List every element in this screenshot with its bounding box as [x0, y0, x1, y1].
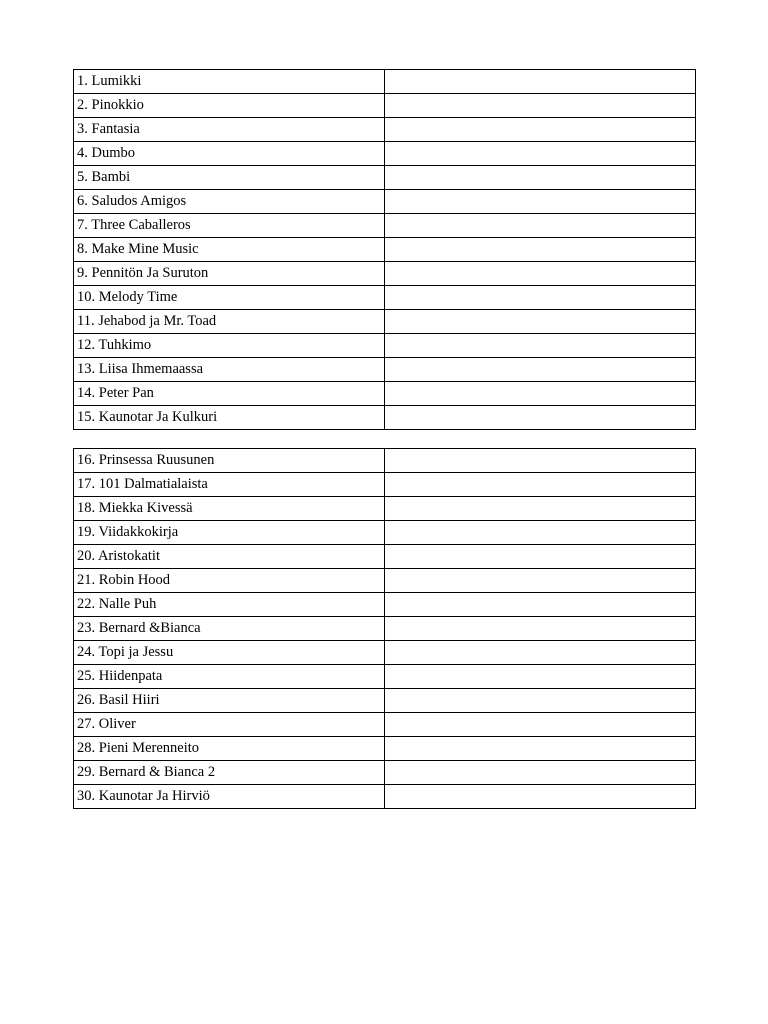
- table-row: [74, 214, 696, 238]
- movie-title-cell: 11. Jehabod ja Mr. Toad: [74, 310, 385, 334]
- movie-table-2: [73, 448, 696, 809]
- empty-answer-cell: [385, 94, 696, 118]
- table-row: [74, 382, 696, 406]
- table-row: [74, 689, 696, 713]
- movie-title-cell: 5. Bambi: [74, 166, 385, 190]
- empty-answer-cell: [385, 166, 696, 190]
- table-row: [74, 497, 696, 521]
- empty-answer-cell: [385, 665, 696, 689]
- table-row: [74, 449, 696, 473]
- movie-title-cell: 14. Peter Pan: [74, 382, 385, 406]
- table-row: [74, 545, 696, 569]
- empty-answer-cell: [385, 142, 696, 166]
- movie-title-cell: 26. Basil Hiiri: [74, 689, 385, 713]
- movie-title-cell: 29. Bernard & Bianca 2: [74, 761, 385, 785]
- movie-title-cell: 27. Oliver: [74, 713, 385, 737]
- empty-answer-cell: [385, 262, 696, 286]
- table-row: [74, 713, 696, 737]
- movie-title-cell: 10. Melody Time: [74, 286, 385, 310]
- table-row: [74, 190, 696, 214]
- movie-title-cell: 18. Miekka Kivessä: [74, 497, 385, 521]
- table-row: [74, 521, 696, 545]
- table-row: [74, 286, 696, 310]
- empty-answer-cell: [385, 118, 696, 142]
- empty-answer-cell: [385, 785, 696, 809]
- table-row: [74, 358, 696, 382]
- movie-title-cell: 12. Tuhkimo: [74, 334, 385, 358]
- movie-title-cell: 16. Prinsessa Ruusunen: [74, 449, 385, 473]
- empty-answer-cell: [385, 473, 696, 497]
- empty-answer-cell: [385, 382, 696, 406]
- movie-title-cell: 30. Kaunotar Ja Hirviö: [74, 785, 385, 809]
- table-row: [74, 406, 696, 430]
- table-row: [74, 262, 696, 286]
- movie-title-cell: 25. Hiidenpata: [74, 665, 385, 689]
- table-row: [74, 166, 696, 190]
- movie-title-cell: 22. Nalle Puh: [74, 593, 385, 617]
- movie-title-cell: 23. Bernard &Bianca: [74, 617, 385, 641]
- empty-answer-cell: [385, 761, 696, 785]
- empty-answer-cell: [385, 521, 696, 545]
- table-row: [74, 142, 696, 166]
- movie-title-cell: 13. Liisa Ihmemaassa: [74, 358, 385, 382]
- movie-title-cell: 21. Robin Hood: [74, 569, 385, 593]
- table-row: [74, 473, 696, 497]
- table-row: [74, 238, 696, 262]
- empty-answer-cell: [385, 286, 696, 310]
- movie-title-cell: 7. Three Caballeros: [74, 214, 385, 238]
- empty-answer-cell: [385, 190, 696, 214]
- empty-answer-cell: [385, 593, 696, 617]
- empty-answer-cell: [385, 737, 696, 761]
- empty-answer-cell: [385, 406, 696, 430]
- empty-answer-cell: [385, 310, 696, 334]
- movie-title-cell: 1. Lumikki: [74, 70, 385, 94]
- table-row: [74, 569, 696, 593]
- empty-answer-cell: [385, 497, 696, 521]
- table-row: [74, 310, 696, 334]
- empty-answer-cell: [385, 641, 696, 665]
- movie-title-cell: 24. Topi ja Jessu: [74, 641, 385, 665]
- table-row: [74, 334, 696, 358]
- empty-answer-cell: [385, 569, 696, 593]
- movie-title-cell: 20. Aristokatit: [74, 545, 385, 569]
- movie-table-1: [73, 69, 696, 430]
- table-row: [74, 665, 696, 689]
- table-row: [74, 641, 696, 665]
- table-row: [74, 94, 696, 118]
- movie-title-cell: 9. Pennitön Ja Suruton: [74, 262, 385, 286]
- movie-title-cell: 19. Viidakkokirja: [74, 521, 385, 545]
- movie-title-cell: 3. Fantasia: [74, 118, 385, 142]
- movie-title-cell: 4. Dumbo: [74, 142, 385, 166]
- empty-answer-cell: [385, 214, 696, 238]
- movie-title-cell: 15. Kaunotar Ja Kulkuri: [74, 406, 385, 430]
- movie-title-cell: 17. 101 Dalmatialaista: [74, 473, 385, 497]
- movie-title-cell: 6. Saludos Amigos: [74, 190, 385, 214]
- movie-title-cell: 2. Pinokkio: [74, 94, 385, 118]
- table-row: [74, 617, 696, 641]
- empty-answer-cell: [385, 617, 696, 641]
- movie-title-cell: 8. Make Mine Music: [74, 238, 385, 262]
- table-row: [74, 70, 696, 94]
- empty-answer-cell: [385, 689, 696, 713]
- empty-answer-cell: [385, 449, 696, 473]
- table-row: [74, 593, 696, 617]
- table-row: [74, 785, 696, 809]
- movie-title-cell: 28. Pieni Merenneito: [74, 737, 385, 761]
- empty-answer-cell: [385, 334, 696, 358]
- table-row: [74, 737, 696, 761]
- table-row: [74, 118, 696, 142]
- table-row: [74, 761, 696, 785]
- empty-answer-cell: [385, 238, 696, 262]
- empty-answer-cell: [385, 358, 696, 382]
- empty-answer-cell: [385, 713, 696, 737]
- empty-answer-cell: [385, 70, 696, 94]
- empty-answer-cell: [385, 545, 696, 569]
